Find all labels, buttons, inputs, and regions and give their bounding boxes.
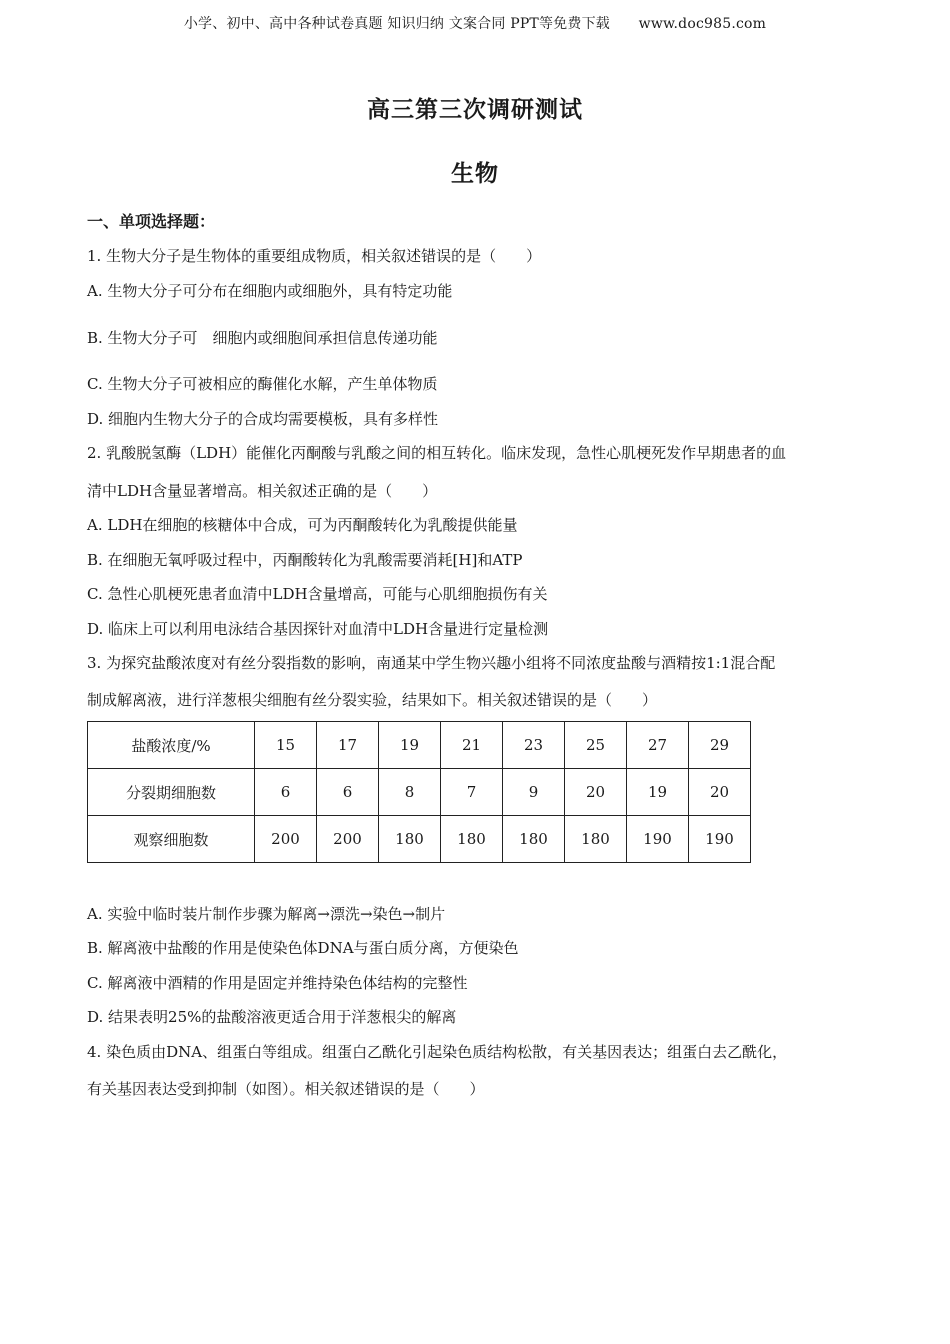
table-cell: 6 — [317, 769, 379, 816]
table-cell: 190 — [689, 816, 751, 863]
table-cell: 180 — [565, 816, 627, 863]
table-row — [88, 722, 751, 769]
exam-subject: 生物 — [451, 161, 499, 187]
table-row-label: 盐酸浓度/% — [88, 722, 255, 769]
table-cell: 7 — [441, 769, 503, 816]
table-cell: 21 — [441, 722, 503, 769]
q1-option-b: B. 生物大分子可 细胞内或细胞间承担信息传递功能 — [87, 329, 438, 347]
q4-stem-line1: 4. 染色质由DNA、组蛋白等组成。组蛋白乙酰化引起染色质结构松散，有关基因表达；组蛋白去乙酰化， — [87, 1043, 788, 1061]
header-site[interactable]: www.doc985.com — [638, 16, 767, 32]
q2-option-d: D. 临床上可以利用电泳结合基因探针对血清中LDH含量进行定量检测 — [87, 620, 549, 638]
table-cell: 25 — [565, 722, 627, 769]
table-cell: 27 — [627, 722, 689, 769]
table-row — [88, 816, 751, 863]
q4-stem-line2: 有关基因表达受到抑制（如图）。相关叙述错误的是（ ） — [87, 1080, 485, 1098]
table-cell: 6 — [255, 769, 317, 816]
table-row-label: 分裂期细胞数 — [88, 769, 255, 816]
table-cell: 20 — [565, 769, 627, 816]
table-cell: 20 — [689, 769, 751, 816]
q2-stem-line2: 清中LDH含量显著增高。相关叙述正确的是（ ） — [87, 482, 438, 500]
q3-option-a: A. 实验中临时装片制作步骤为解离→漂洗→染色→制片 — [87, 905, 446, 923]
q2-option-a: A. LDH在细胞的核糖体中合成，可为丙酮酸转化为乳酸提供能量 — [87, 516, 518, 534]
results-table — [87, 721, 751, 863]
table-cell: 180 — [379, 816, 441, 863]
q2-option-c: C. 急性心肌梗死患者血清中LDH含量增高，可能与心肌细胞损伤有关 — [87, 585, 548, 603]
table-cell: 180 — [441, 816, 503, 863]
q3-option-c: C. 解离液中酒精的作用是固定并维持染色体结构的完整性 — [87, 974, 468, 992]
table-cell: 17 — [317, 722, 379, 769]
q3-stem-line2: 制成解离液，进行洋葱根尖细胞有丝分裂实验，结果如下。相关叙述错误的是（ ） — [87, 691, 658, 709]
table-cell: 200 — [317, 816, 379, 863]
table-cell: 200 — [255, 816, 317, 863]
table-cell: 9 — [503, 769, 565, 816]
q1-option-a: A. 生物大分子可分布在细胞内或细胞外，具有特定功能 — [87, 282, 453, 300]
table-cell: 190 — [627, 816, 689, 863]
table-cell: 15 — [255, 722, 317, 769]
q3-option-d: D. 结果表明25%的盐酸溶液更适合用于洋葱根尖的解离 — [87, 1008, 457, 1026]
table-cell: 23 — [503, 722, 565, 769]
q2-option-b: B. 在细胞无氧呼吸过程中，丙酮酸转化为乳酸需要消耗[H]和ATP — [87, 551, 523, 569]
table-cell: 180 — [503, 816, 565, 863]
table-cell: 8 — [379, 769, 441, 816]
q3-option-b: B. 解离液中盐酸的作用是使染色体DNA与蛋白质分离，方便染色 — [87, 939, 519, 957]
q1-option-d: D. 细胞内生物大分子的合成均需要模板，具有多样性 — [87, 410, 439, 428]
table-cell: 19 — [379, 722, 441, 769]
header-banner: 小学、初中、高中各种试卷真题 知识归纳 文案合同 PPT等免费下载 — [183, 16, 610, 32]
exam-title: 高三第三次调研测试 — [367, 97, 583, 123]
q2-stem-line1: 2. 乳酸脱氢酶（LDH）能催化丙酮酸与乳酸之间的相互转化。临床发现，急性心肌梗死发作早期患者的血 — [87, 444, 787, 462]
table-row-label: 观察细胞数 — [88, 816, 255, 863]
table-row — [88, 769, 751, 816]
q1-stem: 1. 生物大分子是生物体的重要组成物质，相关叙述错误的是（ ） — [87, 247, 542, 265]
q3-stem-line1: 3. 为探究盐酸浓度对有丝分裂指数的影响，南通某中学生物兴趣小组将不同浓度盐酸与酒精按1:1混合配 — [87, 654, 776, 672]
table-cell: 19 — [627, 769, 689, 816]
table-cell: 29 — [689, 722, 751, 769]
section-heading: 一、单项选择题： — [87, 212, 216, 231]
q1-option-c: C. 生物大分子可被相应的酶催化水解，产生单体物质 — [87, 375, 438, 393]
page-header — [0, 13, 950, 33]
